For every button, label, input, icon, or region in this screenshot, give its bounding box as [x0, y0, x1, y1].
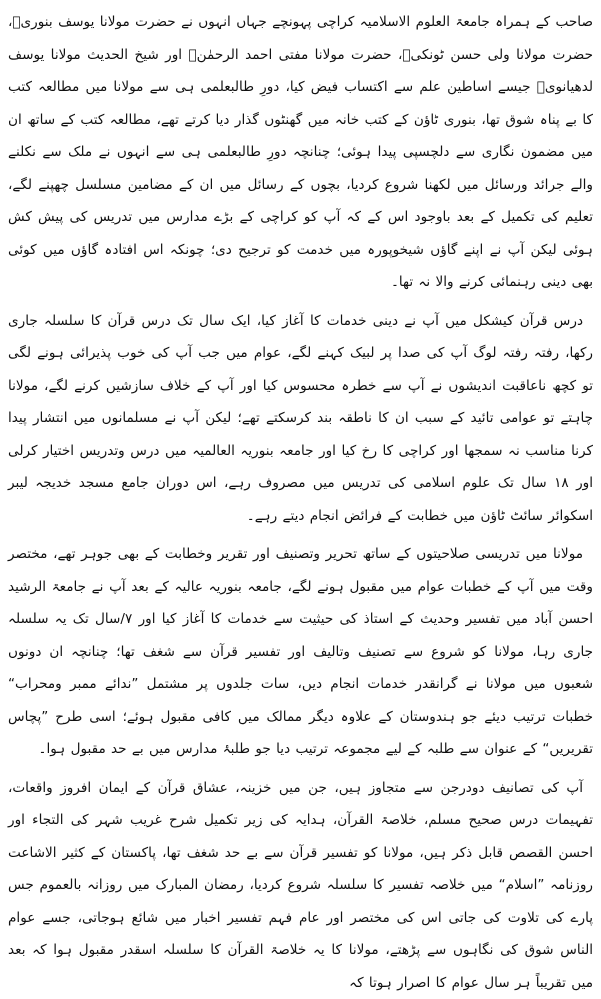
paragraph-2: درس قرآن کیشکل میں آپ نے دینی خدمات کا آغاز کیا، ایک سال تک درس قرآن کا سلسلہ جاری رکھا، رفتہ رفتہ لوگ آپ کی صدا پر لبیک کہنے لگے، عوام میں جب آپ کی خوب پذیرائی ہونے لگی تو کچھ ناعاقبت اندیشوں نے آپ سے خطرہ محسوس کیا اور آپ کے خلاف سازشیں کرنے لگے، مولانا چاہتے تو عوامی تائید کے سبب ان کا ناطقہ بند کرسکتے تھے؛ لیکن آپ نے مسلمانوں میں انتشار پیدا کرنا مناسب نہ سمجھا اور کراچی کا رخ کیا اور جامعہ بنوریہ العالمیہ میں درس وتدریس اختیار کرلی اور ۱۸ سال تک علوم اسلامی کی تدریس میں مصروف رہے، اس دوران جامع مسجد خدیجہ لیبر اسکوائر سائٹ ٹاؤن میں خطابت کے فرائض انجام دیتے رہے۔	[8, 305, 593, 533]
paragraph-4: آپ کی تصانیف دودرجن سے متجاوز ہیں، جن میں خزینہ، عشاق قرآن کے ایمان افروز واقعات، تفہیمات درس صحیح مسلم، خلاصۃ القرآن، ہدایہ کی زیر تکمیل شرح غریب شہر کی التجاء اور احسن القصص قابل ذکر ہیں، مولانا کو تفسیر قرآن سے بے حد شغف تھا، پاکستان کے کثیر الاشاعت روزنامہ ”اسلام“ میں خلاصہ تفسیر کا سلسلہ شروع کردیا، رمضان المبارک میں روزانہ بالعموم جس پارے کی تلاوت کی جاتی اس کی مختصر اور عام فہم تفسیر اخبار میں شائع ہوجاتی، جسے عوام الناس شوق کی نگاہوں سے پڑھتے، مولانا کا یہ خلاصۃ القرآن کا سلسلہ اسقدر مقبول ہوا کہ بعد میں تقریباً ہر سال عوام کا اصرار ہوتا کہ	[8, 772, 593, 999]
paragraph-1: صاحب کے ہمراہ جامعۃ العلوم الاسلامیہ کراچی پہونچے جہاں انہوں نے حضرت مولانا یوسف بنوریؒ، حضرت مولانا ولی حسن ٹونکیؒ، حضرت مولانا مفتی احمد الرحمٰنؒ اور شیخ الحدیث مولانا یوسف لدھیانویؒ جیسے اساطین علم سے اکتساب فیض کیا، دورِ طالبعلمی ہی سے مولانا میں مطالعہ کتب کا بے پناہ شوق تھا، بنوری ٹاؤن کے کتب خانہ میں گھنٹوں گذار دیا کرتے تھے، مطالعہ کتب کے ساتھ ان میں مضمون نگاری سے دلچسپی پیدا ہوئی؛ چنانچہ دورِ طالبعلمی ہی سے انہوں نے ملک سے نکلنے والے جرائد ورسائل میں لکھنا شروع کردیا، بچوں کے رسائل میں ان کے مضامین مسلسل چھپنے لگے، تعلیم کی تکمیل کے بعد باوجود اس کے کہ آپ کو کراچی کے بڑے مدارس میں تدریس کی پیش کش ہوئی لیکن آپ نے اپنے گاؤں شیخوپورہ میں خدمت کو ترجیح دی؛ چونکہ اس افتادہ گاؤں میں کوئی بھی دینی رہنمائی کرنے والا نہ تھا۔	[8, 6, 593, 299]
paragraph-3: مولانا میں تدریسی صلاحیتوں کے ساتھ تحریر وتصنیف اور تقریر وخطابت کے بھی جوہر تھے، مختصر وقت میں آپ کے خطبات عوام میں مقبول ہونے لگے، جامعہ بنوریہ عالیہ کے بعد آپ نے جامعۃ الرشید احسن آباد میں تفسیر وحدیث کے استاذ کی حیثیت سے خدمات کا آغاز کیا اور ۷/سال تک یہ سلسلہ جاری رہا، مولانا کو شروع سے تصنیف وتالیف اور تفسیر قرآن سے شغف تھا؛ چنانچہ ان دونوں شعبوں میں مولانا نے گرانقدر خدمات انجام دیں، سات جلدوں پر مشتمل ”ندائے ممبر ومحراب“ خطبات ترتیب دیئے جو ہندوستان کے علاوہ دیگر ممالک میں کافی مقبول ہوئے؛ اسی طرح ”پچاس تقریریں“ کے عنوان سے طلبہ کے لیے مجموعہ ترتیب دیا جو طلبۂ مدارس میں بے حد مقبول ہوا۔	[8, 538, 593, 766]
